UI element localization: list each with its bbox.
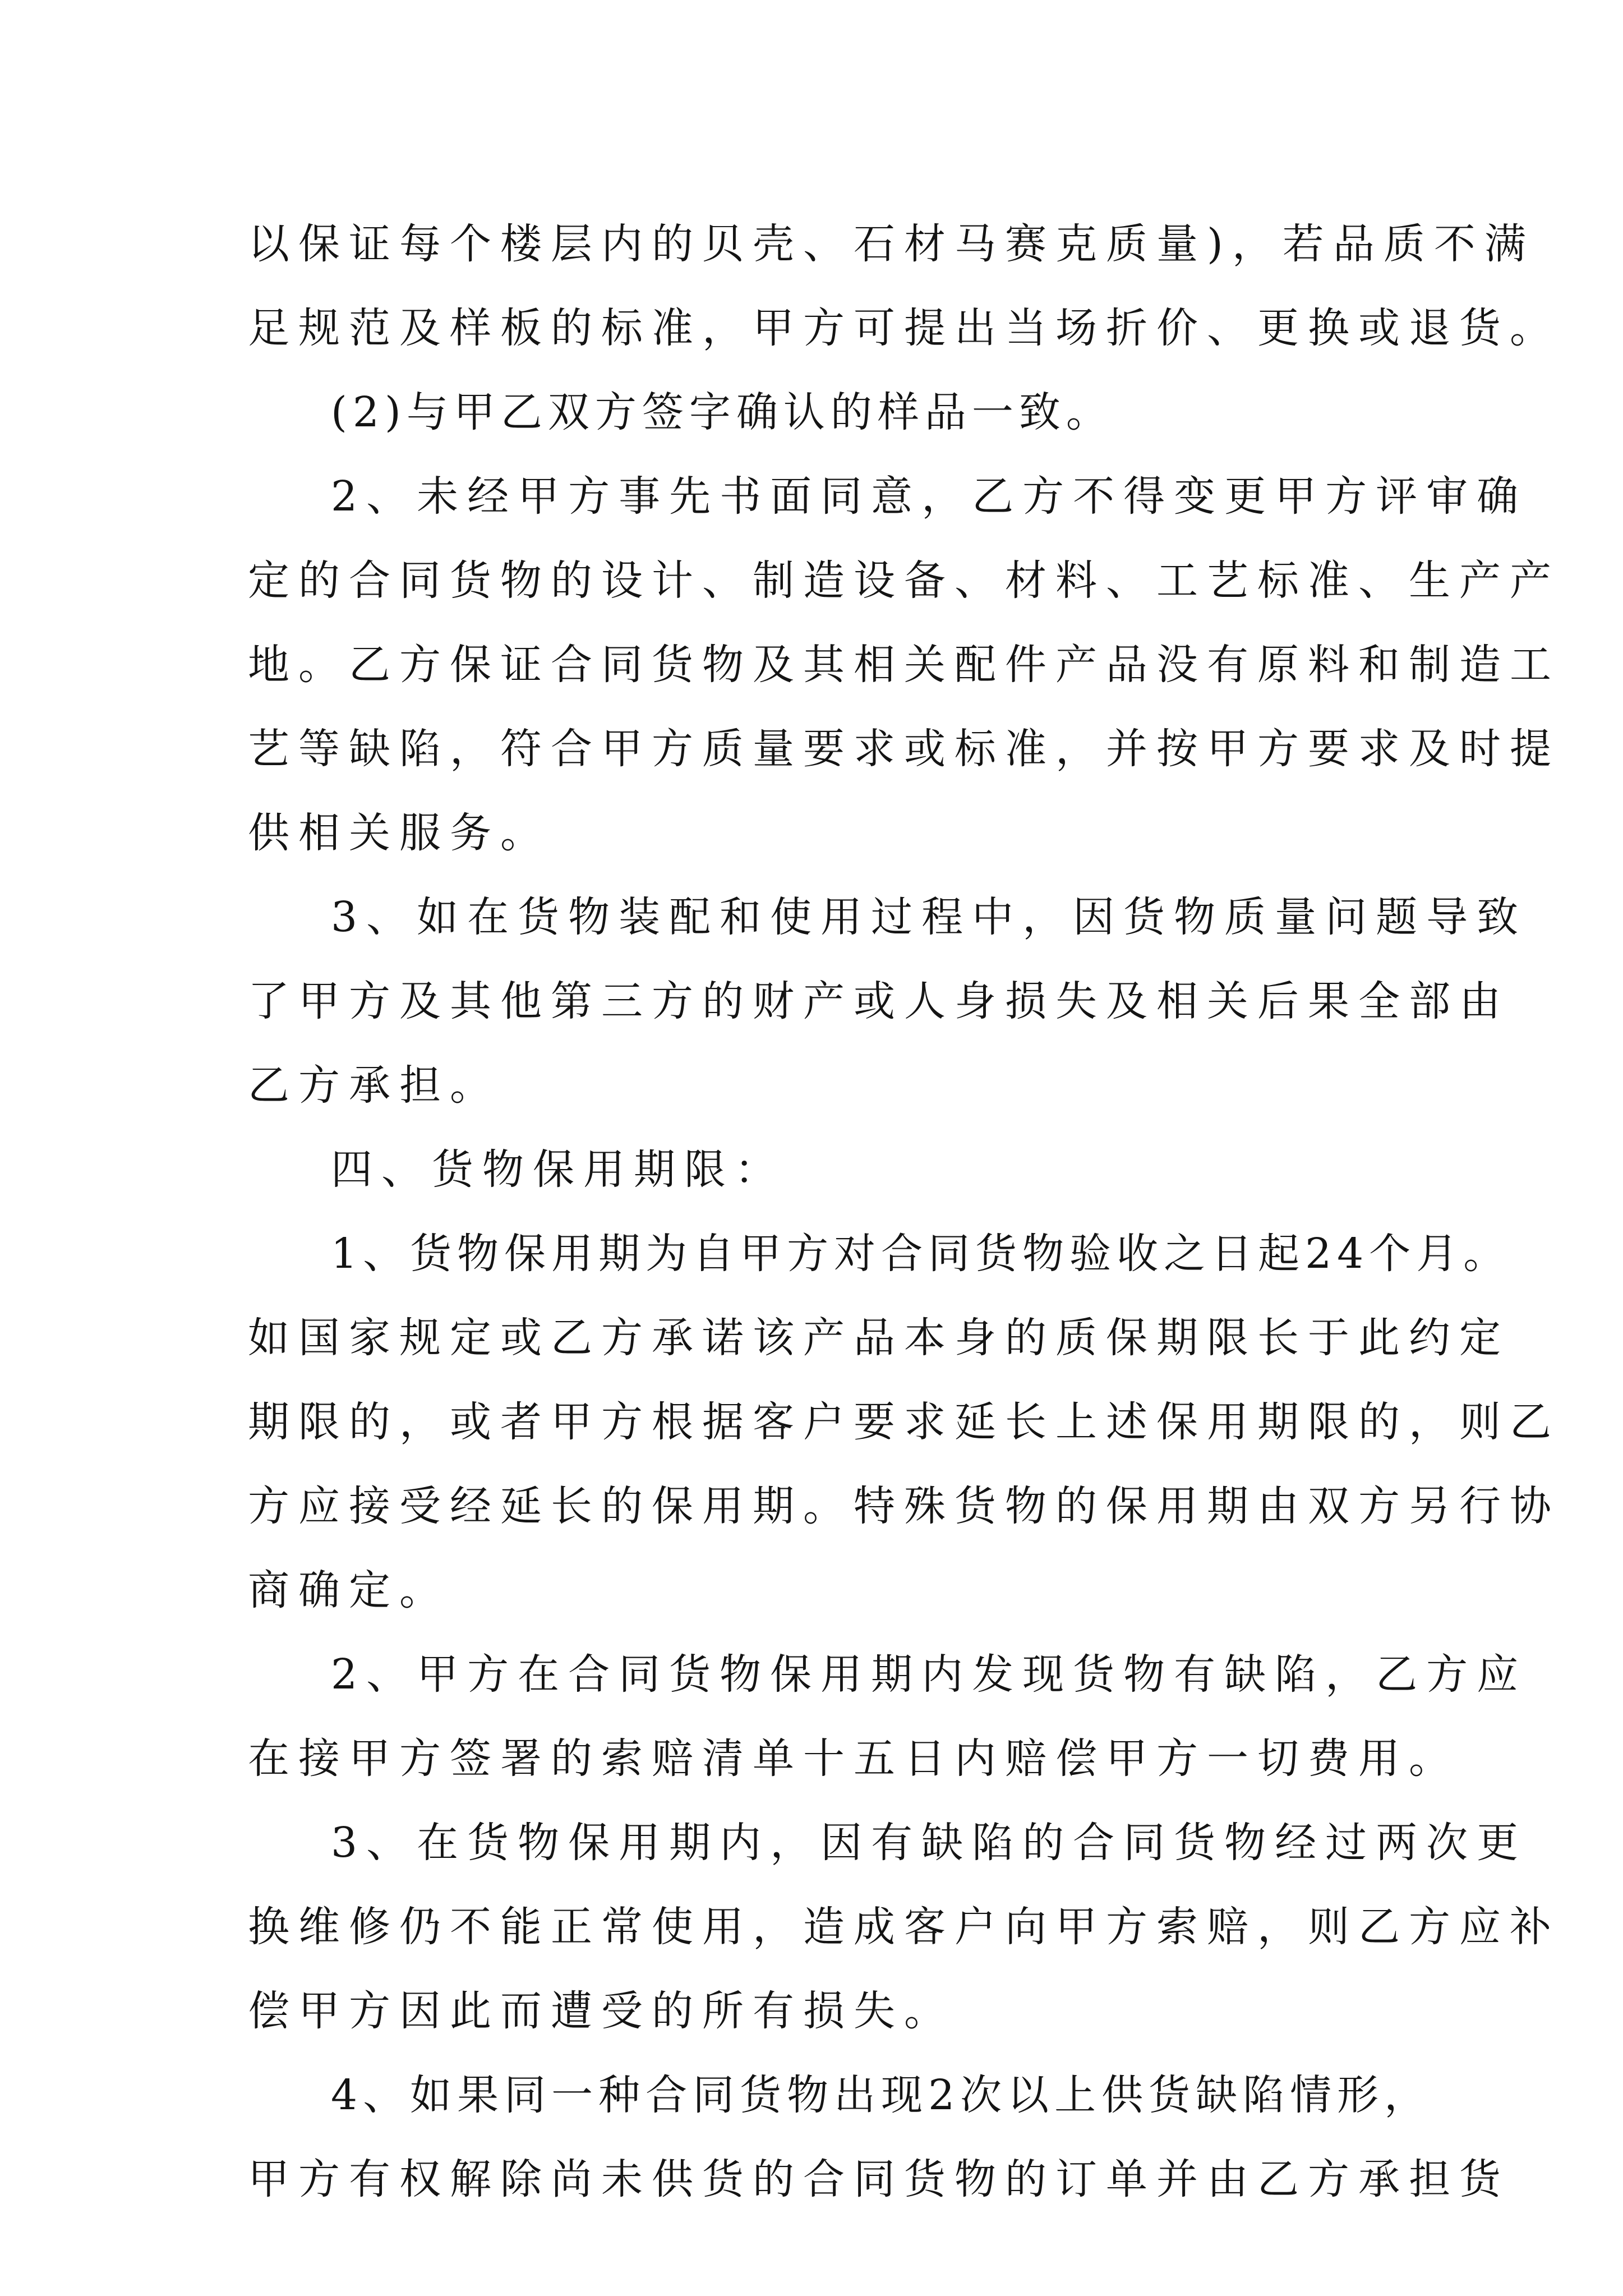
paragraph-line: 如国家规定或乙方承诺该产品本身的质保期限长于此约定 bbox=[248, 1314, 1510, 1362]
paragraph-line: 以保证每个楼层内的贝壳、石材马赛克质量)，若品质不满 bbox=[248, 220, 1535, 268]
paragraph-line: 4、如果同一种合同货物出现2次以上供货缺陷情形， bbox=[331, 2071, 1432, 2119]
paragraph-line: 商确定。 bbox=[248, 1566, 450, 1614]
section-heading: 四、货物保用期限： bbox=[331, 1145, 785, 1194]
paragraph-line: 期限的，或者甲方根据客户要求延长上述保用期限的，则乙 bbox=[248, 1398, 1560, 1446]
paragraph-line: (2)与甲乙双方签字确认的样品一致。 bbox=[331, 388, 1113, 436]
paragraph-line: 足规范及样板的标准，甲方可提出当场折价、更换或退货。 bbox=[248, 304, 1560, 352]
paragraph-line: 艺等缺陷，符合甲方质量要求或标准，并按甲方要求及时提 bbox=[248, 725, 1560, 773]
paragraph-line: 换维修仍不能正常使用，造成客户向甲方索赔，则乙方应补 bbox=[248, 1903, 1560, 1951]
paragraph-line: 乙方承担。 bbox=[248, 1061, 500, 1110]
paragraph-line: 定的合同货物的设计、制造设备、材料、工艺标准、生产产 bbox=[248, 556, 1560, 605]
paragraph-line: 供相关服务。 bbox=[248, 809, 551, 857]
paragraph-line: 3、在货物保用期内，因有缺陷的合同货物经过两次更 bbox=[331, 1819, 1528, 1867]
paragraph-line: 3、如在货物装配和使用过程中，因货物质量问题导致 bbox=[331, 893, 1528, 941]
paragraph-line: 在接甲方签署的索赔清单十五日内赔偿甲方一切费用。 bbox=[248, 1734, 1459, 1783]
paragraph-line: 方应接受经延长的保用期。特殊货物的保用期由双方另行协 bbox=[248, 1482, 1560, 1530]
paragraph-line: 偿甲方因此而遭受的所有损失。 bbox=[248, 1987, 955, 2035]
paragraph-line: 地。乙方保证合同货物及其相关配件产品没有原料和制造工 bbox=[248, 641, 1560, 689]
paragraph-line: 2、甲方在合同货物保用期内发现货物有缺陷，乙方应 bbox=[331, 1650, 1528, 1699]
paragraph-line: 甲方有权解除尚未供货的合同货物的订单并由乙方承担货 bbox=[248, 2155, 1510, 2203]
paragraph-line: 了甲方及其他第三方的财产或人身损失及相关后果全部由 bbox=[248, 977, 1510, 1025]
paragraph-line: 1、货物保用期为自甲方对合同货物验收之日起24个月。 bbox=[331, 1230, 1511, 1278]
paragraph-line: 2、未经甲方事先书面同意，乙方不得变更甲方评审确 bbox=[331, 472, 1528, 521]
